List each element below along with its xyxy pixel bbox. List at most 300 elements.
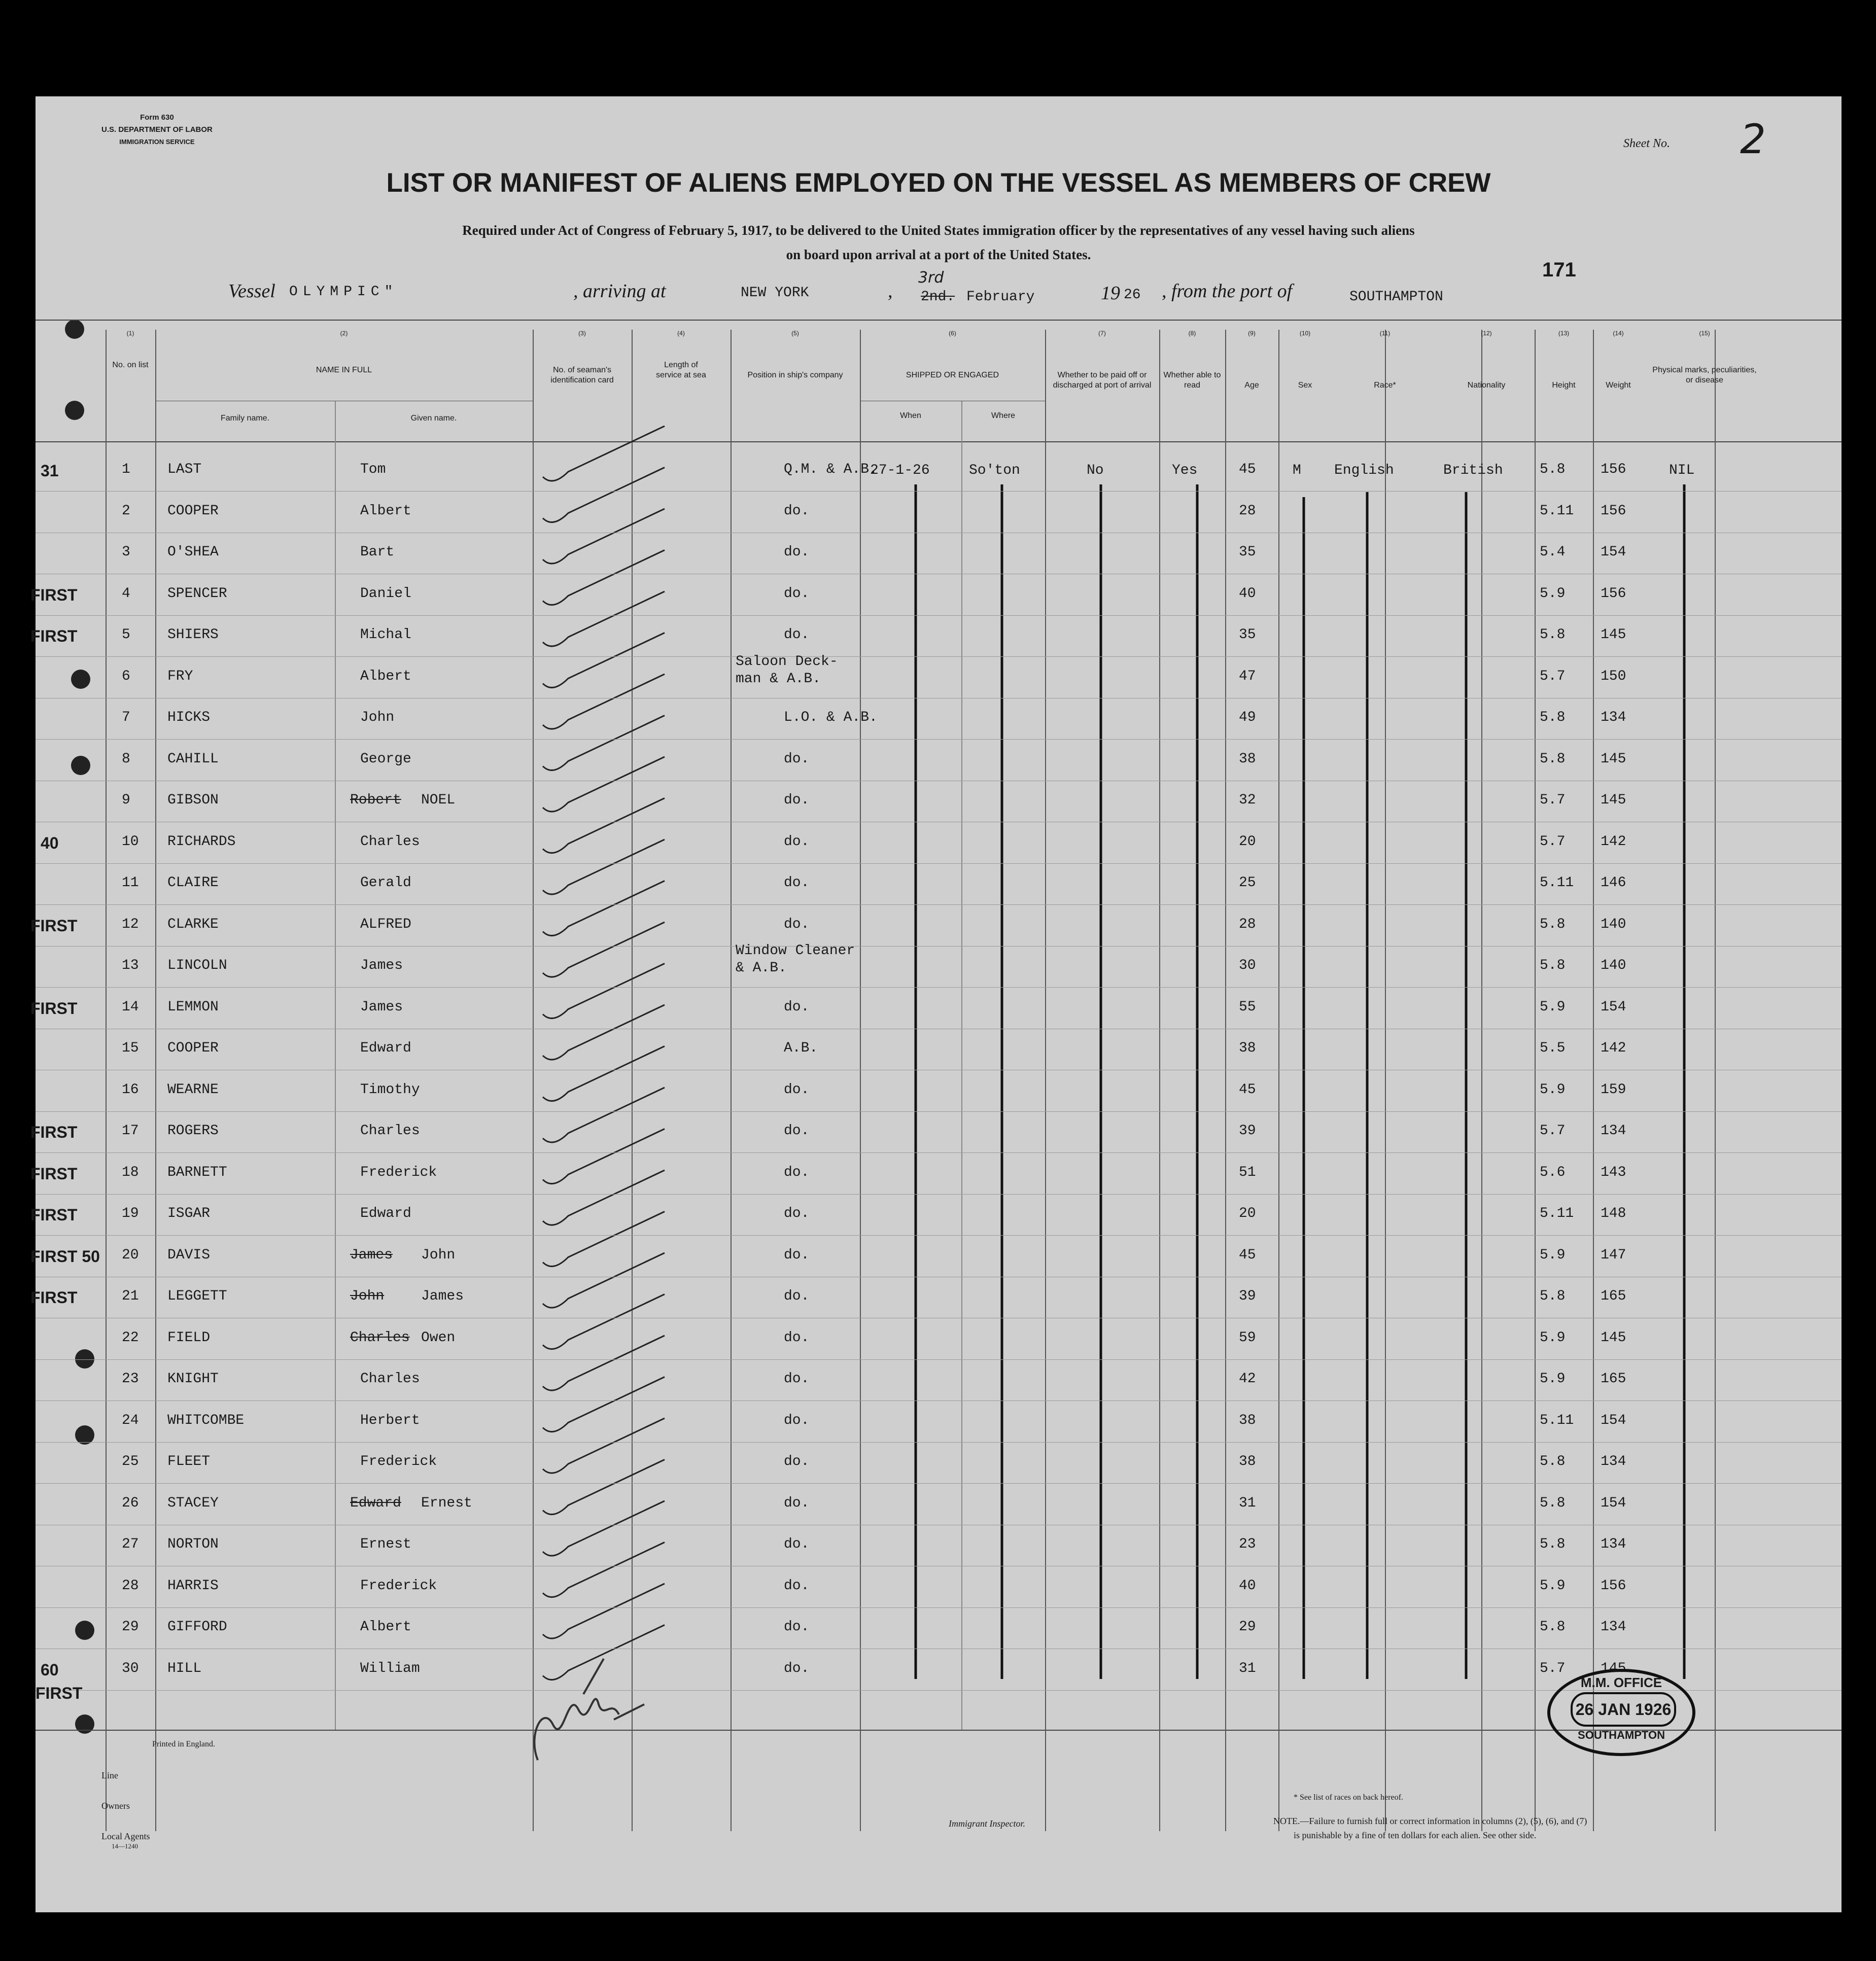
weight: 147 <box>1601 1247 1626 1263</box>
weight: 156 <box>1601 462 1626 477</box>
vessel-label: Vessel <box>228 281 275 302</box>
margin-note: FIRST <box>30 1206 78 1224</box>
row-number: 9 <box>122 792 130 808</box>
family-name: O'SHEA <box>167 544 219 560</box>
row-number: 7 <box>122 710 130 725</box>
row-number: 19 <box>122 1206 139 1221</box>
row-number: 10 <box>122 833 139 850</box>
margin-note: FIRST <box>36 1684 83 1702</box>
row-number: 30 <box>122 1660 139 1676</box>
able-to-read: Yes <box>1172 463 1198 478</box>
age: 20 <box>1239 833 1256 850</box>
family-name: WEARNE <box>167 1081 219 1098</box>
weight: 134 <box>1601 1123 1626 1139</box>
weight: 156 <box>1601 503 1626 519</box>
weight: 134 <box>1601 1454 1626 1469</box>
position: do. <box>784 1495 810 1511</box>
stamp-top: M.M. OFFICE <box>1580 1675 1662 1690</box>
col-shipped: SHIPPED OR ENGAGED <box>906 371 999 379</box>
given-name: Frederick <box>360 1454 437 1469</box>
position: do. <box>784 1454 810 1469</box>
col-num: (8) <box>1188 330 1196 337</box>
family-name: GIBSON <box>167 792 219 808</box>
age: 40 <box>1239 585 1256 602</box>
age: 20 <box>1239 1206 1256 1221</box>
position: do. <box>784 1660 810 1676</box>
col-id-card: No. of seaman's identification card <box>550 366 614 384</box>
line-label: Line <box>101 1770 118 1780</box>
subtitle-line-2: on board upon arrival at a port of the United States. <box>786 247 1091 262</box>
margin-note: 60 <box>41 1660 59 1679</box>
age: 45 <box>1239 462 1256 477</box>
position: do. <box>784 751 810 767</box>
weight: 145 <box>1601 627 1626 643</box>
age: 45 <box>1239 1081 1256 1098</box>
margin-note: FIRST <box>30 585 78 604</box>
position: do. <box>784 627 810 643</box>
margin-note: FIRST <box>30 999 78 1018</box>
col-num: (9) <box>1248 330 1256 337</box>
weight: 148 <box>1601 1206 1626 1221</box>
family-name: KNIGHT <box>167 1371 219 1387</box>
col-num: (7) <box>1098 330 1106 337</box>
height: 5.8 <box>1540 751 1566 767</box>
height: 5.6 <box>1540 1164 1566 1180</box>
family-name: FRY <box>167 668 193 684</box>
col-name-in-full: NAME IN FULL <box>316 366 372 374</box>
family-name: CLARKE <box>167 916 219 932</box>
weight: 165 <box>1601 1371 1626 1387</box>
position: do. <box>784 1288 810 1304</box>
department: U.S. DEPARTMENT OF LABOR <box>101 125 213 134</box>
family-name: LAST <box>167 462 202 477</box>
page-title: LIST OR MANIFEST OF ALIENS EMPLOYED ON THE VESSEL AS MEMBERS OF CREW <box>386 168 1491 198</box>
margin-note: 40 <box>41 833 59 852</box>
col-family-name: Family name. <box>220 414 270 423</box>
row-number: 22 <box>122 1329 139 1346</box>
physical-marks: NIL <box>1669 463 1695 478</box>
age: 45 <box>1239 1247 1256 1263</box>
position: L.O. & A.B. <box>784 710 878 725</box>
weight: 145 <box>1601 751 1626 767</box>
age: 38 <box>1239 1412 1256 1428</box>
family-name: NORTON <box>167 1536 219 1552</box>
ditto-lines <box>36 96 1842 1912</box>
col-num: (10) <box>1299 330 1311 337</box>
col-no-on-list: No. on list <box>112 361 149 369</box>
position: do. <box>784 1619 810 1635</box>
note-line-1: NOTE.—Failure to furnish full or correct information in columns (2), (5), (6), and (7) <box>1273 1816 1587 1826</box>
races-note: * See list of races on back hereof. <box>1294 1793 1403 1802</box>
height: 5.9 <box>1540 1329 1566 1346</box>
weight: 143 <box>1601 1164 1626 1180</box>
height: 5.9 <box>1540 1371 1566 1387</box>
height: 5.7 <box>1540 1660 1566 1676</box>
weight: 140 <box>1601 916 1626 932</box>
given-name: ALFRED <box>360 916 411 932</box>
col-age: Age <box>1244 381 1259 390</box>
family-name: LEGGETT <box>167 1288 227 1304</box>
weight: 146 <box>1601 875 1626 891</box>
struck-given-name: James <box>350 1247 393 1263</box>
row-divider <box>36 739 1842 740</box>
given-name: Gerald <box>360 875 411 891</box>
arrival-port: NEW YORK <box>741 285 809 301</box>
position: do. <box>784 1371 810 1387</box>
family-name: LINCOLN <box>167 958 227 973</box>
height: 5.5 <box>1540 1040 1566 1056</box>
age: 32 <box>1239 792 1256 808</box>
weight: 134 <box>1601 710 1626 725</box>
given-name: Frederick <box>360 1164 437 1180</box>
margin-note: FIRST <box>30 1123 78 1141</box>
height: 5.11 <box>1540 875 1574 891</box>
signature <box>523 1643 654 1775</box>
row-number: 3 <box>122 544 130 560</box>
page-number: 171 <box>1542 259 1576 281</box>
age: 28 <box>1239 503 1256 519</box>
row-divider <box>36 491 1842 492</box>
row-number: 28 <box>122 1578 139 1594</box>
weight: 145 <box>1601 1329 1626 1346</box>
race: English <box>1334 463 1394 478</box>
height: 5.11 <box>1540 1206 1574 1221</box>
col-num: (15) <box>1699 330 1710 337</box>
given-name: Charles <box>360 1123 420 1139</box>
row-number: 20 <box>122 1247 139 1263</box>
position: do. <box>784 1164 810 1180</box>
row-number: 15 <box>122 1040 139 1056</box>
row-number: 11 <box>122 875 139 891</box>
height: 5.8 <box>1540 1536 1566 1552</box>
position: do. <box>784 1206 810 1221</box>
given-name: Owen <box>421 1329 456 1346</box>
family-name: HILL <box>167 1660 202 1676</box>
age: 38 <box>1239 1454 1256 1469</box>
given-name: NOEL <box>421 792 456 808</box>
row-number: 14 <box>122 999 139 1015</box>
row-number: 24 <box>122 1412 139 1428</box>
arriving-label: , arriving at <box>573 281 666 302</box>
vessel-name: OLYMPIC" <box>289 284 398 300</box>
position: do. <box>784 792 810 808</box>
row-number: 16 <box>122 1081 139 1098</box>
given-name: George <box>360 751 411 767</box>
row-number: 1 <box>122 462 130 477</box>
weight: 154 <box>1601 999 1626 1015</box>
weight: 142 <box>1601 1040 1626 1056</box>
age: 39 <box>1239 1123 1256 1139</box>
row-divider <box>36 1442 1842 1443</box>
row-number: 21 <box>122 1288 139 1304</box>
height: 5.4 <box>1540 544 1566 560</box>
row-divider <box>36 1483 1842 1484</box>
given-name: Edward <box>360 1206 411 1221</box>
date-day-struck: 2nd. <box>921 289 955 305</box>
agents-code: 14—1240 <box>112 1842 138 1850</box>
row-number: 6 <box>122 668 130 684</box>
office-stamp <box>1547 1669 1695 1756</box>
position: do. <box>784 916 810 932</box>
family-name: SHIERS <box>167 627 219 643</box>
col-height: Height <box>1552 381 1576 390</box>
height: 5.11 <box>1540 503 1574 519</box>
row-number: 18 <box>122 1164 139 1180</box>
position: do. <box>784 875 810 891</box>
col-num: (4) <box>677 330 685 337</box>
row-divider <box>36 946 1842 947</box>
row-number: 26 <box>122 1495 139 1511</box>
row-divider <box>36 1194 1842 1195</box>
position: do. <box>784 585 810 602</box>
row-divider <box>36 1111 1842 1112</box>
col-num: (3) <box>578 330 586 337</box>
given-name: Ernest <box>421 1495 472 1511</box>
age: 30 <box>1239 958 1256 973</box>
weight: 150 <box>1601 668 1626 684</box>
weight: 159 <box>1601 1081 1626 1098</box>
paid-off: No <box>1087 463 1104 478</box>
weight: 145 <box>1601 792 1626 808</box>
row-number: 5 <box>122 627 130 643</box>
year: 26 <box>1124 287 1141 303</box>
row-divider <box>36 615 1842 616</box>
row-number: 25 <box>122 1454 139 1469</box>
row-divider <box>36 863 1842 864</box>
position: do. <box>784 1578 810 1594</box>
height: 5.9 <box>1540 585 1566 602</box>
row-divider <box>36 656 1842 657</box>
weight: 156 <box>1601 585 1626 602</box>
family-name: LEMMON <box>167 999 219 1015</box>
row-number: 23 <box>122 1371 139 1387</box>
col-num: (5) <box>791 330 799 337</box>
col-race: Race* <box>1374 381 1396 390</box>
weight: 142 <box>1601 833 1626 850</box>
given-name: James <box>421 1288 464 1304</box>
position: do. <box>784 1081 810 1098</box>
col-physical-marks: Physical marks, peculiarities, or disease <box>1652 366 1757 384</box>
age: 39 <box>1239 1288 1256 1304</box>
margin-note: FIRST <box>30 627 78 645</box>
nationality: British <box>1443 463 1503 478</box>
agents-label: Local Agents <box>101 1831 150 1841</box>
col-when: When <box>900 411 921 420</box>
margin-note: FIRST 50 <box>30 1247 100 1266</box>
col-read: Whether able to read <box>1163 371 1221 390</box>
margin-note: FIRST <box>30 916 78 935</box>
margin-note: FIRST <box>30 1164 78 1183</box>
given-name: Albert <box>360 668 411 684</box>
position: do. <box>784 1536 810 1552</box>
height: 5.8 <box>1540 916 1566 932</box>
margin-note: 31 <box>41 462 59 480</box>
family-name: ROGERS <box>167 1123 219 1139</box>
col-num: (12) <box>1481 330 1492 337</box>
given-name: Daniel <box>360 585 411 602</box>
struck-given-name: Robert <box>350 792 401 808</box>
col-num: (1) <box>126 330 134 337</box>
age: 25 <box>1239 875 1256 891</box>
given-name: Charles <box>360 833 420 850</box>
age: 51 <box>1239 1164 1256 1180</box>
given-name: Bart <box>360 544 395 560</box>
col-position: Position in ship's company <box>747 371 843 379</box>
family-name: FLEET <box>167 1454 211 1469</box>
family-name: GIFFORD <box>167 1619 227 1635</box>
given-name: John <box>421 1247 456 1263</box>
col-num: (14) <box>1613 330 1624 337</box>
given-name: Edward <box>360 1040 411 1056</box>
height: 5.7 <box>1540 1123 1566 1139</box>
weight: 145 <box>1601 1660 1626 1676</box>
col-num: (6) <box>949 330 956 337</box>
age: 31 <box>1239 1660 1256 1676</box>
year-prefix: 19 <box>1101 283 1120 304</box>
family-name: RICHARDS <box>167 833 236 850</box>
shipped-where: So'ton <box>969 463 1020 478</box>
height: 5.7 <box>1540 668 1566 684</box>
owners-label: Owners <box>101 1801 130 1811</box>
age: 35 <box>1239 627 1256 643</box>
position: do. <box>784 1412 810 1428</box>
family-name: HARRIS <box>167 1578 219 1594</box>
height: 5.8 <box>1540 1454 1566 1469</box>
row-number: 4 <box>122 585 130 602</box>
from-port: SOUTHAMPTON <box>1349 289 1443 305</box>
height: 5.8 <box>1540 1495 1566 1511</box>
position: Saloon Deck-man & A.B. <box>736 653 838 687</box>
given-name: Charles <box>360 1371 420 1387</box>
age: 47 <box>1239 668 1256 684</box>
struck-given-name: John <box>350 1288 385 1304</box>
height: 5.8 <box>1540 710 1566 725</box>
height: 5.9 <box>1540 1081 1566 1098</box>
family-name: CAHILL <box>167 751 219 767</box>
col-paid-off: Whether to be paid off or discharged at port of arrival <box>1053 371 1152 390</box>
given-name: Herbert <box>360 1412 420 1428</box>
family-name: DAVIS <box>167 1247 211 1263</box>
height: 5.7 <box>1540 792 1566 808</box>
age: 59 <box>1239 1329 1256 1346</box>
position: A.B. <box>784 1040 818 1056</box>
manifest-sheet: Form 630 U.S. DEPARTMENT OF LABOR IMMIGRATION SERVICE Sheet No. 2 LIST OR MANIFEST OF ALIENS EMPLOYED ON THE VESSEL AS MEMBERS OF CREW Required under Act of Congress of February 5, 1917, to be delivered to the United States immigration officer by the representatives of any vessel having such aliens on board upon arrival at a port of the United States. 171 Vessel OLYMPIC" , arriving at NEW YORK , 3rd 2nd. February 19 26 , from the port of SOUTHAMPTON (1) No. on list (2) NAME IN FULL Family name. Given name. (3) No. of seaman's identification card (4) Length of service at sea (5) Position in ship's company (6) SHIPPED OR ENGAGED When Where (7) Whether to be paid off or discharged at port of arrival (8) Whether able to read (9) Age (10) Sex (11) Race* (12) Nationality (13) Height (14) Weight (15) Physical marks, peculiarities, or disease 27-1-26 So'ton No Yes M English British NIL 31 1 LAST Tom Q.M. & A.B. 45 5.8 156 2 COOPER Albert do. 28 5.11 156 3 O'SHEA Bart do. 35 5.4 154 FIRST 4 SPENCER Daniel do. 40 5.9 156 FIRST 5 SHIERS Michal do. 35 5.8 145 6 FRY Albert Saloon Deck-man & A.B. 47 5.7 150 7 HICKS John L.O. & A.B. 49 5.8 134 8 CAHILL George do. 38 5.8 145 9 GIBSON Robert NOEL do. 32 5.7 145 40 10 RICHARDS Charles do. 20 5.7 142 11 CLAIRE Gerald do. 25 5.11 146 FIRST 12 CLARKE ALFRED do. 28 5.8 140 13 LINCOLN James Window Cleaner & A.B. 30 5.8 140 FIRST 14 LEMMON James do. 55 5.9 154 15 COOPER Edward A.B. 38 5.5 142 16 WEARNE Timothy do. 45 5.9 159 FIRST 17 ROGERS Charles do. 39 5.7 134 FIRST 18 BARNETT Frederick do. 51 5.6 143 FIRST 19 ISGAR Edward do. 20 5.11 148 FIRST 50 20 DAVIS James John do. 45 5.9 147 FIRST 21 LEGGETT John James do. 39 5.8 165 22 FIELD Charles Owen do. 59 5.9 145 23 KNIGHT Charles do. 42 5.9 165 24 WHITCOMBE Herbert do. 38 5.11 154 25 FLEET Frederick do. 38 5.8 134 26 STACEY Edward Ernest do. 31 5.8 154 27 NORTON Ernest do. 23 5.8 134 28 HARRIS Frederick do. 40 5.9 156 29 GIFFORD Albert do. 29 5.8 134 60 30 HILL William do. 31 5.7 145 FIRST Printed in England. Line Owners Local Agents 14—1240 Immigrant Inspector. * See list of races on back hereof. NOTE.—Failure to furnish full or correct information in columns (2), (5), (6), and (7) is punishable by a fine of ten dollars for each alien. See other side. M.M. OFFICE 26 JAN 1926 SOUTHAMPTON <box>36 96 1842 1912</box>
given-name: John <box>360 710 395 725</box>
from-label: , from the port of <box>1162 281 1293 302</box>
weight: 154 <box>1601 1495 1626 1511</box>
row-number: 2 <box>122 503 130 519</box>
weight: 156 <box>1601 1578 1626 1594</box>
weight: 140 <box>1601 958 1626 973</box>
col-sex: Sex <box>1298 381 1312 390</box>
stamp-date: 26 JAN 1926 <box>1571 1692 1676 1727</box>
position: do. <box>784 503 810 519</box>
col-num: (13) <box>1558 330 1570 337</box>
weight: 134 <box>1601 1536 1626 1552</box>
family-name: WHITCOMBE <box>167 1412 245 1428</box>
col-where: Where <box>991 411 1016 420</box>
family-name: COOPER <box>167 1040 219 1056</box>
col-given-name: Given name. <box>410 414 457 423</box>
margin-note: FIRST <box>30 1288 78 1307</box>
family-name: COOPER <box>167 503 219 519</box>
row-divider <box>36 904 1842 905</box>
weight: 154 <box>1601 544 1626 560</box>
row-number: 12 <box>122 916 139 932</box>
position: do. <box>784 999 810 1015</box>
given-name: William <box>360 1660 420 1676</box>
height: 5.8 <box>1540 1619 1566 1635</box>
age: 35 <box>1239 544 1256 560</box>
date-day-handwritten: 3rd <box>918 269 944 287</box>
position: do. <box>784 833 810 850</box>
family-name: ISGAR <box>167 1206 211 1221</box>
height: 5.11 <box>1540 1412 1574 1428</box>
weight: 134 <box>1601 1619 1626 1635</box>
age: 40 <box>1239 1578 1256 1594</box>
sheet-label: Sheet No. <box>1623 137 1670 150</box>
row-number: 8 <box>122 751 130 767</box>
given-name: Albert <box>360 1619 411 1635</box>
row-number: 13 <box>122 958 139 973</box>
date-month: February <box>966 289 1035 305</box>
col-length-service: Length of service at sea <box>656 361 706 379</box>
age: 55 <box>1239 999 1256 1015</box>
inspector-label: Immigrant Inspector. <box>949 1818 1025 1829</box>
height: 5.8 <box>1540 958 1566 973</box>
given-name: Albert <box>360 503 411 519</box>
age: 42 <box>1239 1371 1256 1387</box>
position: Q.M. & A.B. <box>784 462 878 477</box>
struck-given-name: Edward <box>350 1495 401 1511</box>
height: 5.7 <box>1540 833 1566 850</box>
row-divider <box>36 987 1842 988</box>
family-name: SPENCER <box>167 585 227 602</box>
family-name: HICKS <box>167 710 211 725</box>
age: 31 <box>1239 1495 1256 1511</box>
printed-in: Printed in England. <box>152 1740 215 1748</box>
col-weight: Weight <box>1606 381 1631 390</box>
row-number: 17 <box>122 1123 139 1139</box>
row-number: 29 <box>122 1619 139 1635</box>
row-divider <box>36 1152 1842 1153</box>
age: 38 <box>1239 1040 1256 1056</box>
height: 5.8 <box>1540 627 1566 643</box>
height: 5.8 <box>1540 1288 1566 1304</box>
age: 29 <box>1239 1619 1256 1635</box>
col-num: (2) <box>340 330 348 337</box>
given-name: Ernest <box>360 1536 411 1552</box>
row-divider <box>36 1359 1842 1360</box>
height: 5.9 <box>1540 1247 1566 1263</box>
age: 38 <box>1239 751 1256 767</box>
position: do. <box>784 1123 810 1139</box>
given-name: Tom <box>360 462 386 477</box>
row-number: 27 <box>122 1536 139 1552</box>
position: do. <box>784 1329 810 1346</box>
age: 23 <box>1239 1536 1256 1552</box>
weight: 165 <box>1601 1288 1626 1304</box>
height: 5.9 <box>1540 999 1566 1015</box>
family-name: STACEY <box>167 1495 219 1511</box>
sex: M <box>1293 463 1301 478</box>
height: 5.8 <box>1540 462 1566 477</box>
col-num: (11) <box>1379 330 1391 337</box>
age: 28 <box>1239 916 1256 932</box>
given-name: Frederick <box>360 1578 437 1594</box>
row-divider <box>36 1607 1842 1608</box>
weight: 154 <box>1601 1412 1626 1428</box>
